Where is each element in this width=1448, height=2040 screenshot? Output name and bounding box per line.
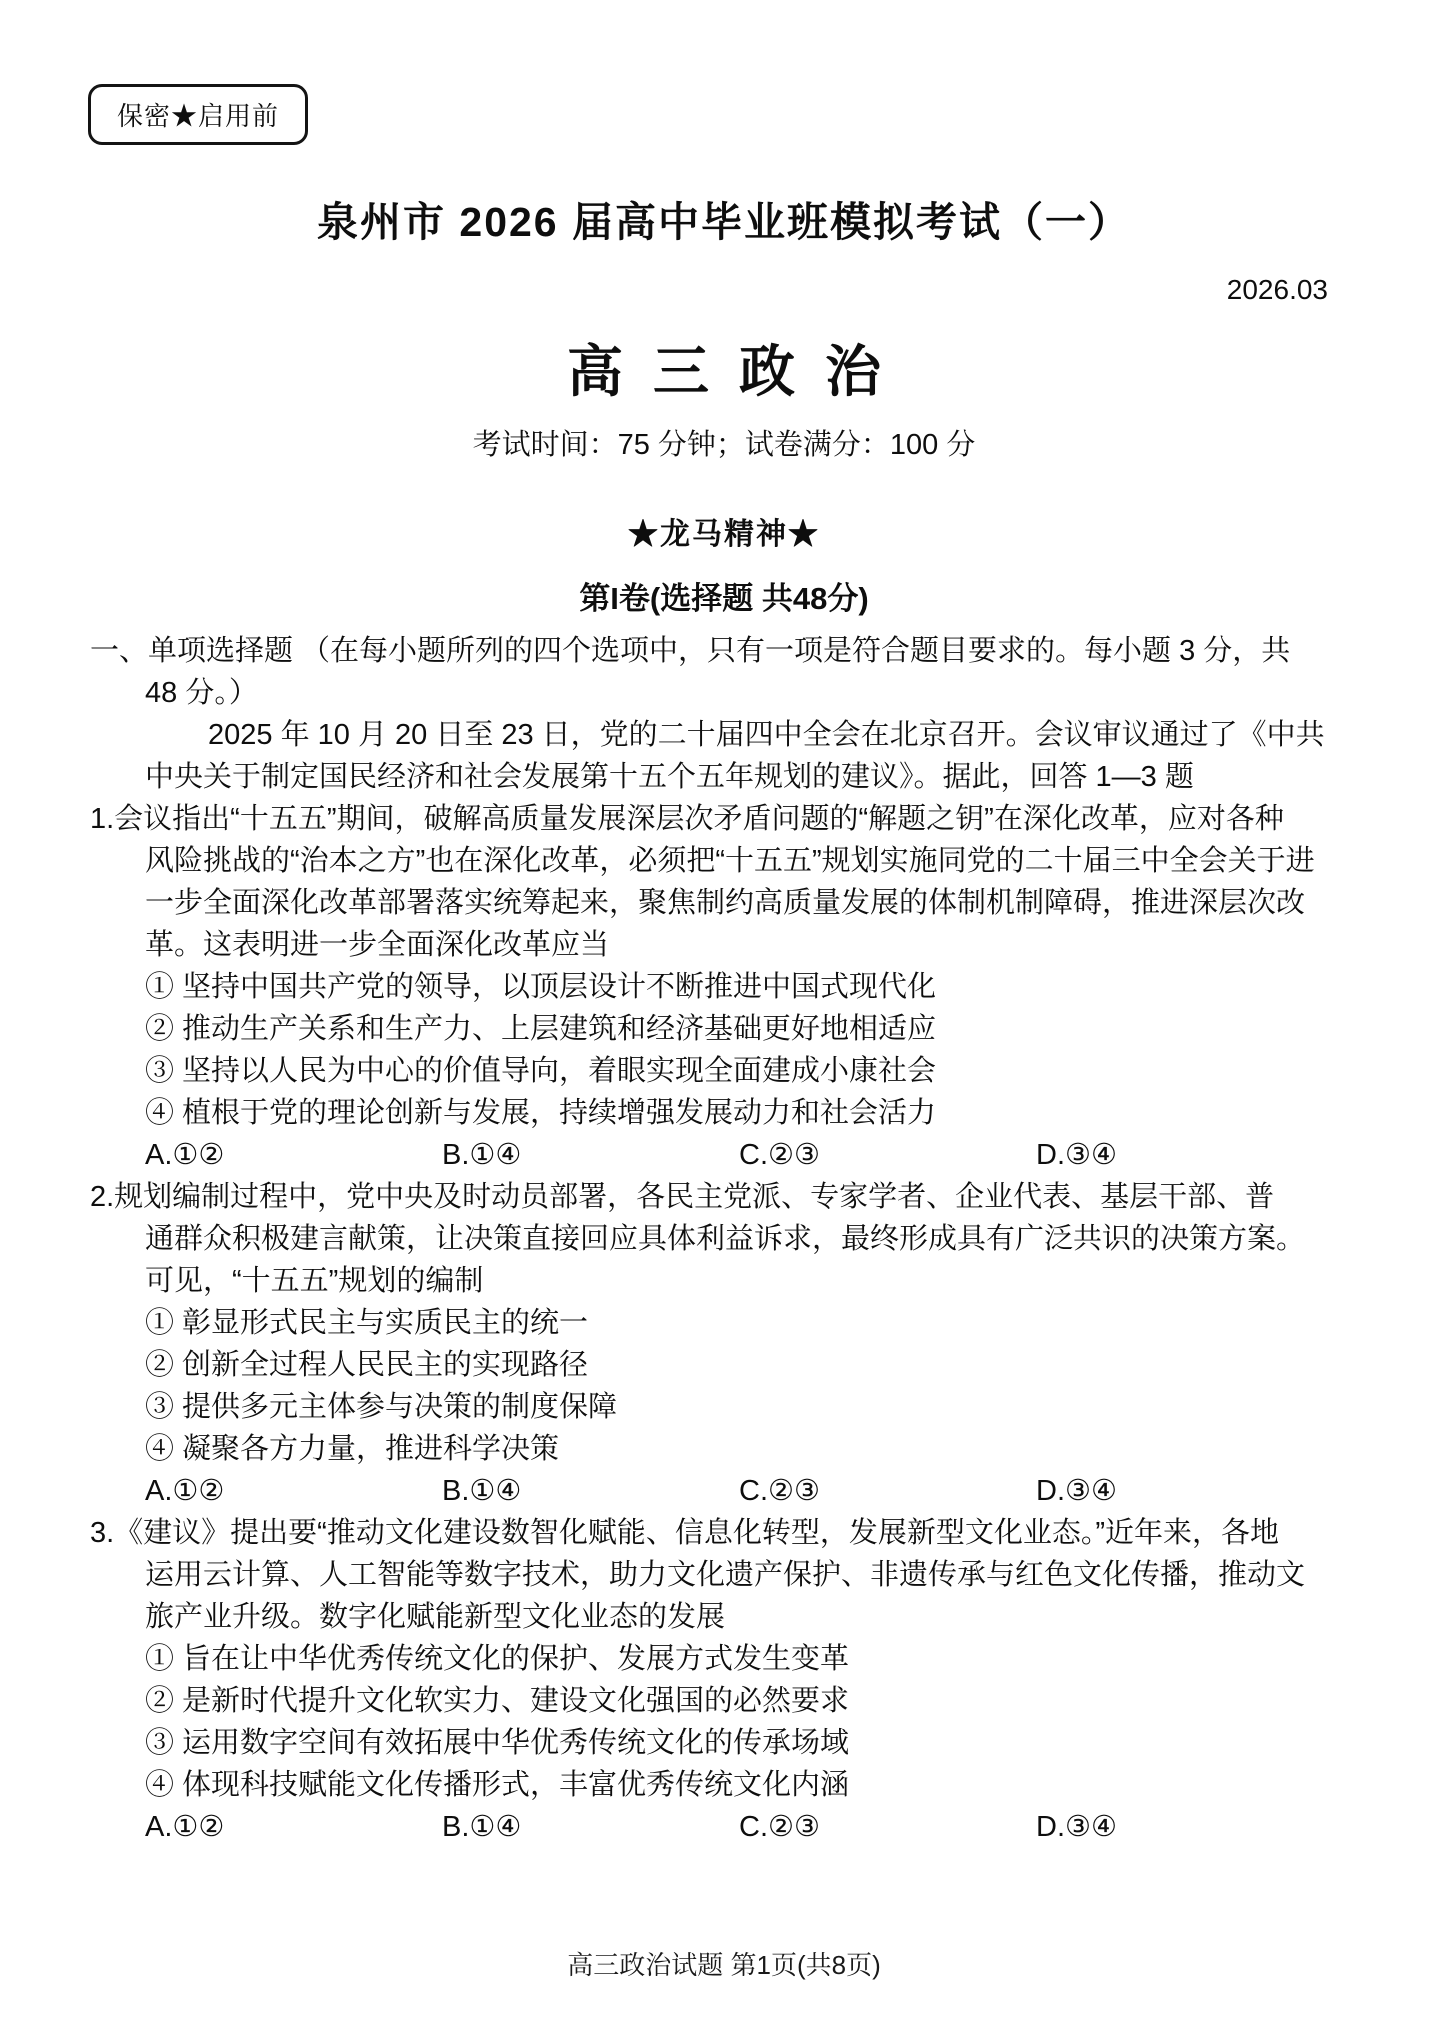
option-c: C.②③ bbox=[739, 1139, 820, 1171]
exam-info: 考试时间：75 分钟；试卷满分：100 分 bbox=[472, 429, 976, 461]
question-stem-line: 通群众积极建言献策，让决策直接回应具体利益诉求，最终形成具有广泛共识的决策方案。 bbox=[145, 1223, 1306, 1255]
question-stem-line: 2.规划编制过程中，党中央及时动员部署，各民主党派、专家学者、企业代表、基层干部、普 bbox=[90, 1181, 1275, 1213]
choice-1: ① 坚持中国共产党的领导，以顶层设计不断推进中国式现代化 bbox=[145, 971, 937, 1003]
page-footer: 高三政治试题 第1页(共8页) bbox=[567, 1950, 881, 1980]
option-b: B.①④ bbox=[442, 1811, 522, 1843]
motto: ★龙马精神★ bbox=[628, 518, 820, 551]
option-a: A.①② bbox=[145, 1811, 225, 1843]
choice-4: ④ 植根于党的理论创新与发展，持续增强发展动力和社会活力 bbox=[145, 1097, 937, 1129]
directions-line: 48 分。） bbox=[145, 677, 258, 709]
choice-3: ③ 运用数字空间有效拓展中华优秀传统文化的传承场域 bbox=[145, 1727, 850, 1759]
option-d: D.③④ bbox=[1036, 1139, 1117, 1171]
option-b: B.①④ bbox=[442, 1475, 522, 1507]
choice-1: ① 旨在让中华优秀传统文化的保护、发展方式发生变革 bbox=[145, 1643, 850, 1675]
choice-2: ② 创新全过程人民民主的实现路径 bbox=[145, 1349, 589, 1381]
directions-line: 一、单项选择题 （在每小题所列的四个选项中，只有一项是符合题目要求的。每小题 3 分，共 bbox=[90, 635, 1291, 667]
security-badge bbox=[88, 84, 308, 145]
question-stem-line: 运用云计算、人工智能等数字技术，助力文化遗产保护、非遗传承与红色文化传播，推动文 bbox=[145, 1559, 1306, 1591]
exam-date: 2026.03 bbox=[1226, 274, 1328, 305]
choice-3: ③ 坚持以人民为中心的价值导向，着眼实现全面建成小康社会 bbox=[145, 1055, 937, 1087]
section-heading: 第I卷(选择题 共48分) bbox=[579, 581, 869, 616]
choice-4: ④ 体现科技赋能文化传播形式，丰富优秀传统文化内涵 bbox=[145, 1769, 850, 1801]
choice-3: ③ 提供多元主体参与决策的制度保障 bbox=[145, 1391, 618, 1423]
question-stem-line: 革。这表明进一步全面深化改革应当 bbox=[145, 929, 610, 961]
exam-body bbox=[90, 630, 1398, 1848]
question-stem-line: 3.《建议》提出要“推动文化建设数智化赋能、信息化转型，发展新型文化业态。”近年来，各地 bbox=[90, 1517, 1280, 1549]
option-c: C.②③ bbox=[739, 1475, 820, 1507]
option-b: B.①④ bbox=[442, 1139, 522, 1171]
option-a: A.①② bbox=[145, 1139, 225, 1171]
question-stem-line: 1.会议指出“十五五”期间，破解高质量发展深层次矛盾问题的“解题之钥”在深化改革，应对各种 bbox=[90, 803, 1284, 835]
question-stem-line: 旅产业升级。数字化赋能新型文化业态的发展 bbox=[145, 1601, 726, 1633]
option-c: C.②③ bbox=[739, 1811, 820, 1843]
answer-options-row bbox=[90, 1134, 1398, 1176]
context-line: 2025 年 10 月 20 日至 23 日，党的二十届四中全会在北京召开。会议审议通过了《中共 bbox=[208, 719, 1325, 751]
context-line: 中央关于制定国民经济和社会发展第十五个五年规划的建议》。据此，回答 1—3 题 bbox=[145, 761, 1194, 793]
question-2 bbox=[90, 1176, 1398, 1512]
choice-1: ① 彰显形式民主与实质民主的统一 bbox=[145, 1307, 589, 1339]
choice-2: ② 是新时代提升文化软实力、建设文化强国的必然要求 bbox=[145, 1685, 850, 1717]
option-a: A.①② bbox=[145, 1475, 225, 1507]
option-d: D.③④ bbox=[1036, 1475, 1117, 1507]
security-badge-label: 保密★启用前 bbox=[117, 101, 280, 131]
exam-title: 泉州市 2026 届高中毕业班模拟考试（一） bbox=[317, 199, 1131, 245]
option-d: D.③④ bbox=[1036, 1811, 1117, 1843]
question-stem-line: 风险挑战的“治本之方”也在深化改革，必须把“十五五”规划实施同党的二十届三中全会关于进 bbox=[145, 845, 1315, 877]
answer-options-row bbox=[90, 1470, 1398, 1512]
subject-title: 高三政治 bbox=[567, 340, 911, 403]
question-1 bbox=[90, 798, 1398, 1176]
choice-4: ④ 凝聚各方力量，推进科学决策 bbox=[145, 1433, 560, 1465]
answer-options-row bbox=[90, 1806, 1398, 1848]
question-3 bbox=[90, 1512, 1398, 1848]
question-stem-line: 一步全面深化改革部署落实统筹起来，聚焦制约高质量发展的体制机制障碍，推进深层次改 bbox=[145, 887, 1306, 919]
question-stem-line: 可见，“十五五”规划的编制 bbox=[145, 1265, 484, 1297]
choice-2: ② 推动生产关系和生产力、上层建筑和经济基础更好地相适应 bbox=[145, 1013, 937, 1045]
